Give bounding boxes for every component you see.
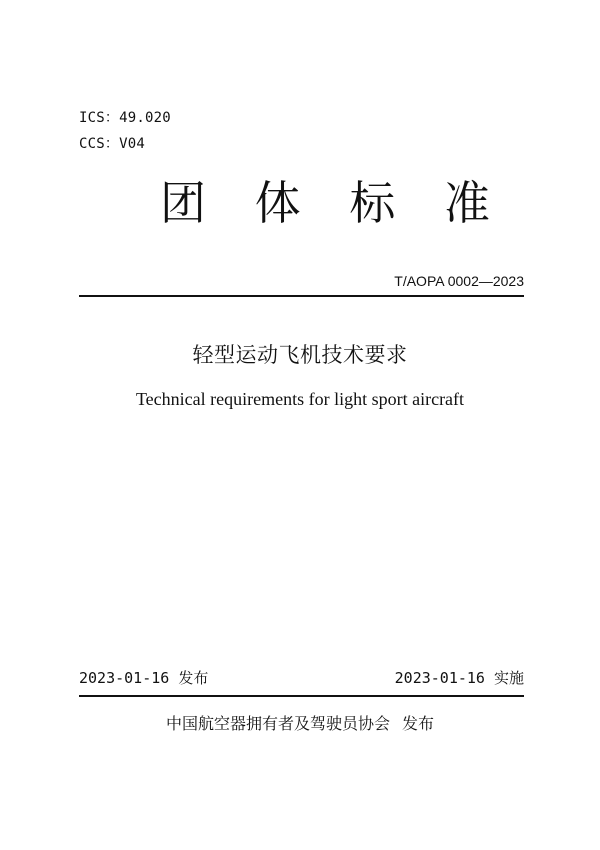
ccs-code: CCS：V04 (79, 136, 145, 152)
ics-code: ICS：49.020 (79, 110, 171, 126)
standard-number: T/AOPA 0002—2023 (394, 273, 524, 289)
document-title-chinese: 轻型运动飞机技术要求 (192, 343, 408, 367)
document-title-english: Technical requirements for light sport aircraft (135, 389, 465, 409)
standard-category-char-3: 标 (349, 177, 396, 229)
bottom-divider-line (79, 695, 524, 697)
publisher-line: 中国航空器拥有者及驾驶员协会 发布 (165, 716, 434, 733)
standard-category-char-2: 体 (254, 177, 301, 229)
standard-category-char-4: 准 (443, 177, 490, 229)
standard-category-char-1: 团 (160, 177, 206, 229)
standard-category-title (160, 173, 490, 233)
issue-date: 2023-01-16 发布 (79, 669, 209, 687)
implementation-date: 2023-01-16 实施 (394, 669, 524, 687)
top-divider-line (79, 295, 524, 297)
